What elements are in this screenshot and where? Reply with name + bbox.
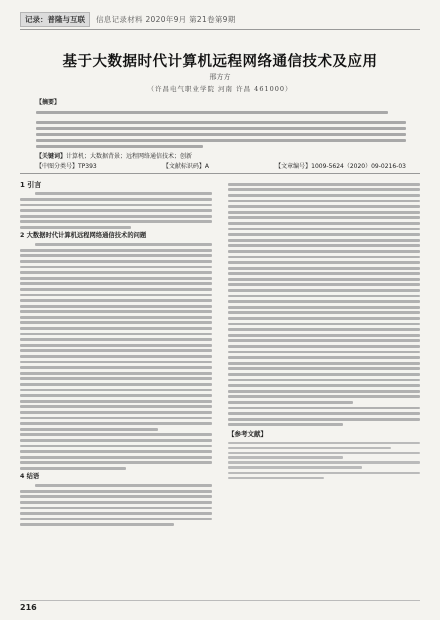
section-heading-intro: 1 引言 [20,181,42,189]
keywords-terms: 计算机；大数据背景；远程网络通信技术；创新 [66,153,193,160]
right-column [228,180,420,482]
paragraph [228,407,420,427]
article-number: 【文章编号】1009-5624（2020）09-0216-03 [275,163,406,170]
abstract-block [36,99,406,151]
text-line [36,139,406,142]
paragraph [20,243,212,430]
journal-issue-info: 信息记录材料 2020年9月 第21卷第9期 [96,14,236,24]
header-divider [20,29,420,30]
text-line [36,111,388,114]
journal-section-badge: 记录：普隆与互联 [20,12,90,27]
article-title: 基于大数据时代计算机远程网络通信技术及应用 [62,54,378,70]
document-code: 【文献标识码】A [162,163,209,170]
author-bio [228,472,420,479]
abstract-divider [20,173,420,174]
keywords-label: 【关键词】 [36,153,67,160]
section-heading-problems: 2 大数据时代计算机远程网络通信技术的问题 [20,231,147,239]
references-heading: 【参考文献】 [228,430,267,439]
text-line [36,121,406,124]
text-line [36,127,406,130]
left-column [20,180,212,529]
section-heading-conclusion: 4 结语 [20,472,40,480]
article-author: 邢方方 [209,73,231,81]
classification-line [36,161,406,170]
paragraph [228,183,420,404]
journal-header [20,11,420,27]
footer-divider [20,600,420,601]
abstract-label: 【摘要】 [36,99,61,106]
paragraph [20,433,212,469]
article-affiliation: （许昌电气职业学院 河南 许昌 461000） [147,85,293,93]
paragraph [20,484,212,526]
text-line [36,145,203,148]
reference-list [228,442,420,469]
keywords-line [36,151,406,160]
paragraph [20,192,212,228]
clc-number: 【中图分类号】TP393 [36,163,97,170]
page-number: 216 [20,603,37,612]
text-line [36,133,406,136]
